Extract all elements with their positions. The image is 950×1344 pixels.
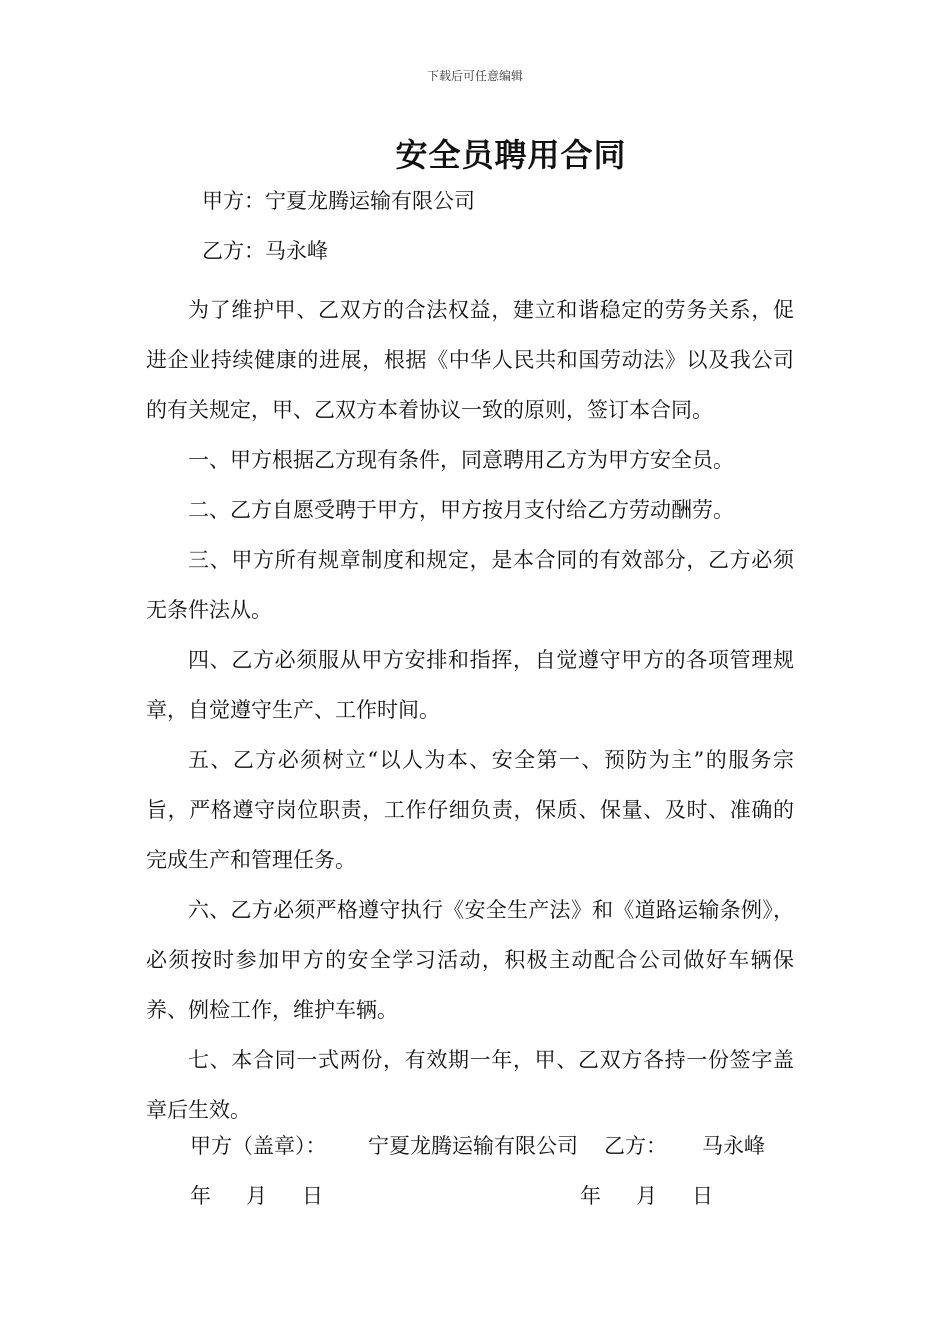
party-b-signature-label: 乙方： <box>604 1134 667 1158</box>
clause-6: 六、乙方必须严格遵守执行《安全生产法》和《道路运输条例》，必须按时参加甲方的安全学习活动，积极主动配合公司做好车辆保养、例检工作，维护车辆。 <box>146 898 794 1022</box>
clause-1: 一、甲方根据乙方现有条件，同意聘用乙方为甲方安全员。 <box>188 448 734 472</box>
page-header-note: 下载后可任意编辑 <box>426 69 523 83</box>
party-b-line: 乙方：马永峰 <box>202 239 328 263</box>
party-b-date-day: 日 <box>692 1184 713 1208</box>
party-b-signature-name: 马永峰 <box>702 1134 765 1158</box>
preamble-paragraph: 为了维护甲、乙双方的合法权益，建立和谐稳定的劳务关系，促进企业持续健康的进展，根据《中华人民共和国劳动法》以及我公司的有关规定，甲、乙双方本着协议一致的原则，签订本合同。 <box>146 298 794 422</box>
clause-4: 四、乙方必须服从甲方安排和指挥，自觉遵守甲方的各项管理规章，自觉遵守生产、工作时间。 <box>146 648 794 722</box>
party-b-date-month: 月 <box>636 1184 657 1208</box>
clause-5: 五、乙方必须树立“以人为本、安全第一、预防为主”的服务宗旨，严格遵守岗位职责，工作仔细负责，保质、保量、及时、准确的完成生产和管理任务。 <box>146 748 794 872</box>
party-a-date-month: 月 <box>246 1184 267 1208</box>
party-a-seal-label: 甲方（盖章）： <box>190 1134 327 1158</box>
party-a-date-day: 日 <box>302 1184 323 1208</box>
clause-7: 七、本合同一式两份，有效期一年，甲、乙双方各持一份签字盖章后生效。 <box>146 1048 794 1122</box>
party-b-date-year: 年 <box>580 1184 601 1208</box>
clause-2: 二、乙方自愿受聘于甲方，甲方按月支付给乙方劳动酬劳。 <box>188 498 734 522</box>
document-title: 安全员聘用合同 <box>395 136 627 174</box>
party-a-signature-name: 宁夏龙腾运输有限公司 <box>368 1134 578 1158</box>
party-a-date-year: 年 <box>190 1184 211 1208</box>
clause-3: 三、甲方所有规章制度和规定，是本合同的有效部分，乙方必须无条件法从。 <box>146 548 794 622</box>
party-a-line: 甲方：宁夏龙腾运输有限公司 <box>202 189 475 213</box>
contract-body <box>146 285 794 1135</box>
